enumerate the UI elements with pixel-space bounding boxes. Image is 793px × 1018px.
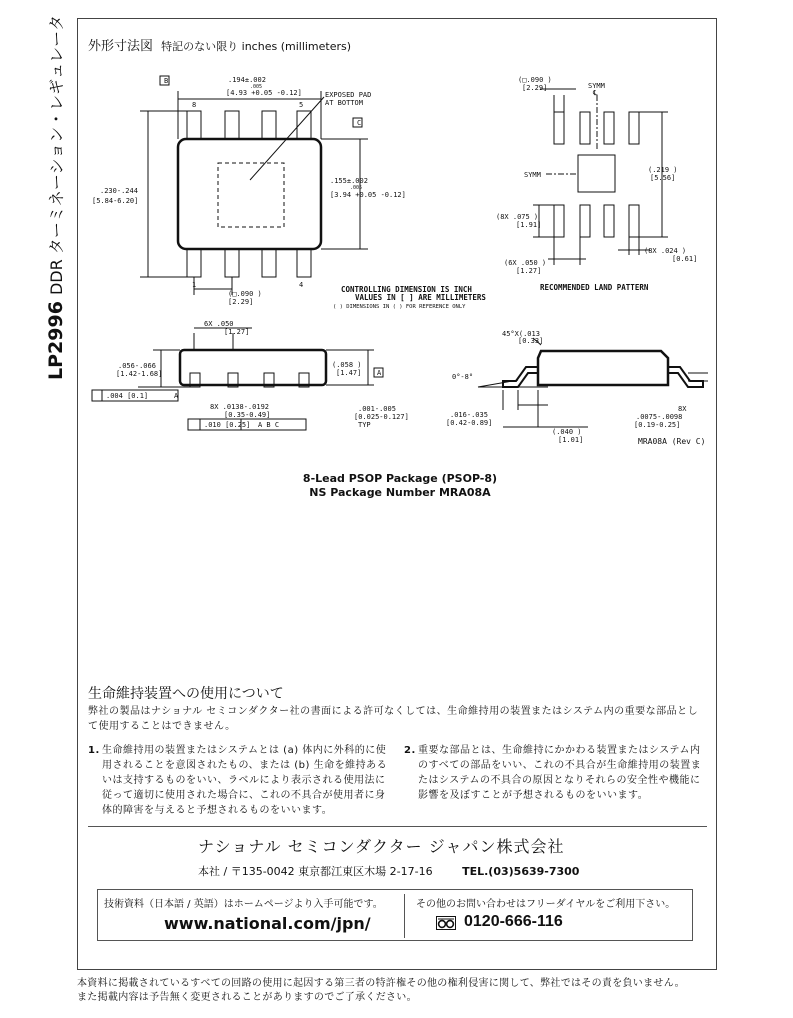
- lp-pitch-in: (6X .050 ): [504, 259, 547, 267]
- datum-a: A: [377, 369, 382, 377]
- lead-width-mm: [0.35-0.49]: [224, 411, 271, 419]
- dimension-title: [88, 35, 351, 54]
- foot-length-in: (.040 ): [552, 428, 582, 436]
- lead-thickness-in: .0075-.0098: [636, 413, 683, 421]
- lp-toe-mm: [0.61]: [672, 255, 698, 263]
- lp-width-mm: [1.91]: [516, 221, 542, 229]
- standoff-mm: [0.025-0.127]: [354, 413, 409, 421]
- dimension-unit-note: 特記のない限り inches (millimeters): [161, 40, 352, 53]
- side-pitch-in: 6X .050: [204, 320, 234, 328]
- lp-pitch-mm: [1.27]: [516, 267, 542, 275]
- position-tolerance: .010 [0.25]: [204, 421, 251, 429]
- lp-span-mm: [5.56]: [650, 174, 676, 182]
- lead-thickness-count: 8X: [678, 405, 687, 413]
- package-drawing: [78, 55, 713, 450]
- company-tel: TEL.(03)5639-7300: [462, 865, 580, 878]
- free-dial-icon: [436, 916, 456, 930]
- exposed-pad-outline: [218, 163, 284, 227]
- company-address: 本社 / 〒135-0042 東京都江東区木場 2-17-16: [198, 865, 433, 878]
- package-name: 8-Lead PSOP Package (PSOP-8): [302, 472, 498, 485]
- notice-item-2-number: 2.: [404, 745, 416, 756]
- lp-width-in: (8X .075 ): [496, 213, 539, 221]
- notice-item-2-text: 重要な部品とは、生命維持にかかわる装置またはシステム内のすべての部品をいい、これの不具合が生命維持用の装置またはシステムの不具合の原因となりそれらの安全性や機能に影響を及ぼすことが予想されるものをいいます。: [418, 745, 702, 801]
- free-dial-number[interactable]: 0120-666-116: [464, 913, 563, 930]
- datum-b: B: [164, 77, 169, 85]
- lead-top-8: [187, 111, 201, 139]
- notice-heading: 生命維持装置への使用について: [88, 686, 284, 702]
- company-name: ナショナル セミコンダクター ジャパン株式会社: [198, 837, 565, 856]
- contact-divider: [404, 894, 405, 938]
- side-height-in: .056-.066: [118, 362, 156, 370]
- lead-bottom-1: [187, 249, 201, 277]
- lead-thickness-mm: [0.19-0.25]: [634, 421, 681, 429]
- lp-span-in: (.219 ): [648, 166, 678, 174]
- span-in: .230-.244: [100, 187, 138, 195]
- exposed-pad-label-2: AT BOTTOM: [325, 99, 363, 107]
- docs-label: 技術資料（日本語 / 英語）はホームページより入手可能です。: [104, 899, 383, 910]
- pin-8: 8: [192, 101, 197, 109]
- footer-disclaimer: [77, 977, 717, 1005]
- body-mm: [3.94 +0.05 -0.12]: [330, 191, 406, 199]
- land-pattern-title: RECOMMENDED LAND PATTERN: [540, 283, 649, 292]
- package-body-top: [178, 139, 321, 249]
- standoff-typ: TYP: [358, 421, 371, 429]
- lead-top-6: [262, 111, 276, 139]
- foot-mm: [0.42-0.89]: [446, 419, 493, 427]
- lead-width-in: 8X .0138-.0192: [210, 403, 270, 411]
- chamfer-in: 45°X(.013: [502, 330, 540, 338]
- flatness-datum: A: [174, 392, 179, 400]
- dimension-title-main: 外形寸法図: [88, 39, 154, 54]
- lp-toe-in: (8X .024 ): [644, 247, 687, 255]
- lead-bottom-4: [297, 249, 311, 277]
- side-body-in: (.058 ): [332, 361, 362, 369]
- side-pitch-mm: [1.27]: [224, 328, 250, 336]
- website-link[interactable]: www.national.com/jpn/: [164, 914, 371, 933]
- body-in: .155±.002: [330, 177, 368, 185]
- side-title: [44, 14, 68, 380]
- divider: [88, 826, 707, 827]
- lead-angle: 0°-8°: [452, 373, 474, 381]
- notice-item-1: [88, 743, 388, 815]
- datum-c: C: [357, 119, 362, 127]
- lead-top-7: [225, 111, 239, 139]
- notice-item-2: [404, 743, 708, 803]
- part-description: DDR ターミネーション・レギュレータ: [47, 14, 66, 296]
- package-body-side: [180, 350, 326, 385]
- pin-5: 5: [299, 101, 304, 109]
- notice-item-1-number: 1.: [88, 745, 100, 756]
- control-note-3: ( ) DIMENSIONS IN ( ) FOR REFERENCE ONLY: [333, 304, 466, 310]
- foot-in: .016-.035: [450, 411, 488, 419]
- footer-line-2: また掲載内容は予告無く変更されることがありますのでご了承ください。: [77, 992, 417, 1003]
- control-note-1: CONTROLLING DIMENSION IS INCH: [341, 285, 472, 294]
- notice-body: 弊社の製品はナショナル セミコンダクター社の書面による許可なくしては、生命維持用の装置またはシステム内の重要な部品として使用することはできません。: [88, 706, 699, 732]
- span-mm: [5.84-6.20]: [92, 197, 139, 205]
- lp-symm-left: SYMM: [524, 171, 541, 179]
- lp-symm-top: SYMM: [588, 82, 605, 90]
- width-in2: .005: [250, 84, 263, 90]
- company-address-line: [198, 863, 579, 879]
- package-number: NS Package Number MRA08A: [309, 486, 491, 499]
- side-height-mm: [1.42-1.68]: [116, 370, 163, 378]
- package-caption: [240, 472, 560, 500]
- lead-bottom-3: [262, 249, 276, 277]
- flatness-tolerance: .004 [0.1]: [106, 392, 149, 400]
- inquiry-label: その他のお問い合わせはフリーダイヤルをご利用下さい。: [416, 899, 676, 910]
- footer-line-1: 本資料に掲載されているすべての回路の使用に起因する第三者の特許権その他の権利侵害に関して、弊社ではその責を負いません。: [77, 978, 685, 989]
- revision-label: MRA08A (Rev C): [638, 437, 706, 446]
- position-datums: A B C: [258, 421, 280, 429]
- foot-length-mm: [1.01]: [558, 436, 584, 444]
- pin-1: 1: [192, 281, 197, 289]
- lp-cl-top: ℄: [593, 89, 598, 97]
- exposed-pad-label-1: EXPOSED PAD: [325, 91, 372, 99]
- pitch-in: (□.090 ): [228, 290, 262, 298]
- pitch-mm: [2.29]: [228, 298, 254, 306]
- lp-pad-mm: [2.29]: [522, 84, 548, 92]
- pin-4: 4: [299, 281, 304, 289]
- side-body-mm: [1.47]: [336, 369, 362, 377]
- notice-item-1-text: 生命維持用の装置またはシステムとは (a) 体内に外科的に使用されることを意図されたもの、または (b) 生命を維持あるいは支持するものをいい、ラベルにより表示される使用法に従って適切に使用された場合に、これの不具合が使用者に身体的障害を与えると予想されるものをいいます。: [102, 745, 388, 816]
- standoff-in: .001-.005: [358, 405, 396, 413]
- width-in: .194±.002: [228, 76, 266, 84]
- lp-pad-in: (□.090 ): [518, 76, 552, 84]
- chamfer-mm: [0.33]: [518, 337, 544, 345]
- width-mm: [4.93 +0.05 -0.12]: [226, 89, 302, 97]
- body-in2: .005: [350, 185, 363, 191]
- part-number: LP2996: [45, 301, 67, 380]
- control-note-2: VALUES IN [ ] ARE MILLIMETERS: [355, 293, 486, 302]
- contact-box: [97, 889, 693, 941]
- lead-bottom-2: [225, 249, 239, 277]
